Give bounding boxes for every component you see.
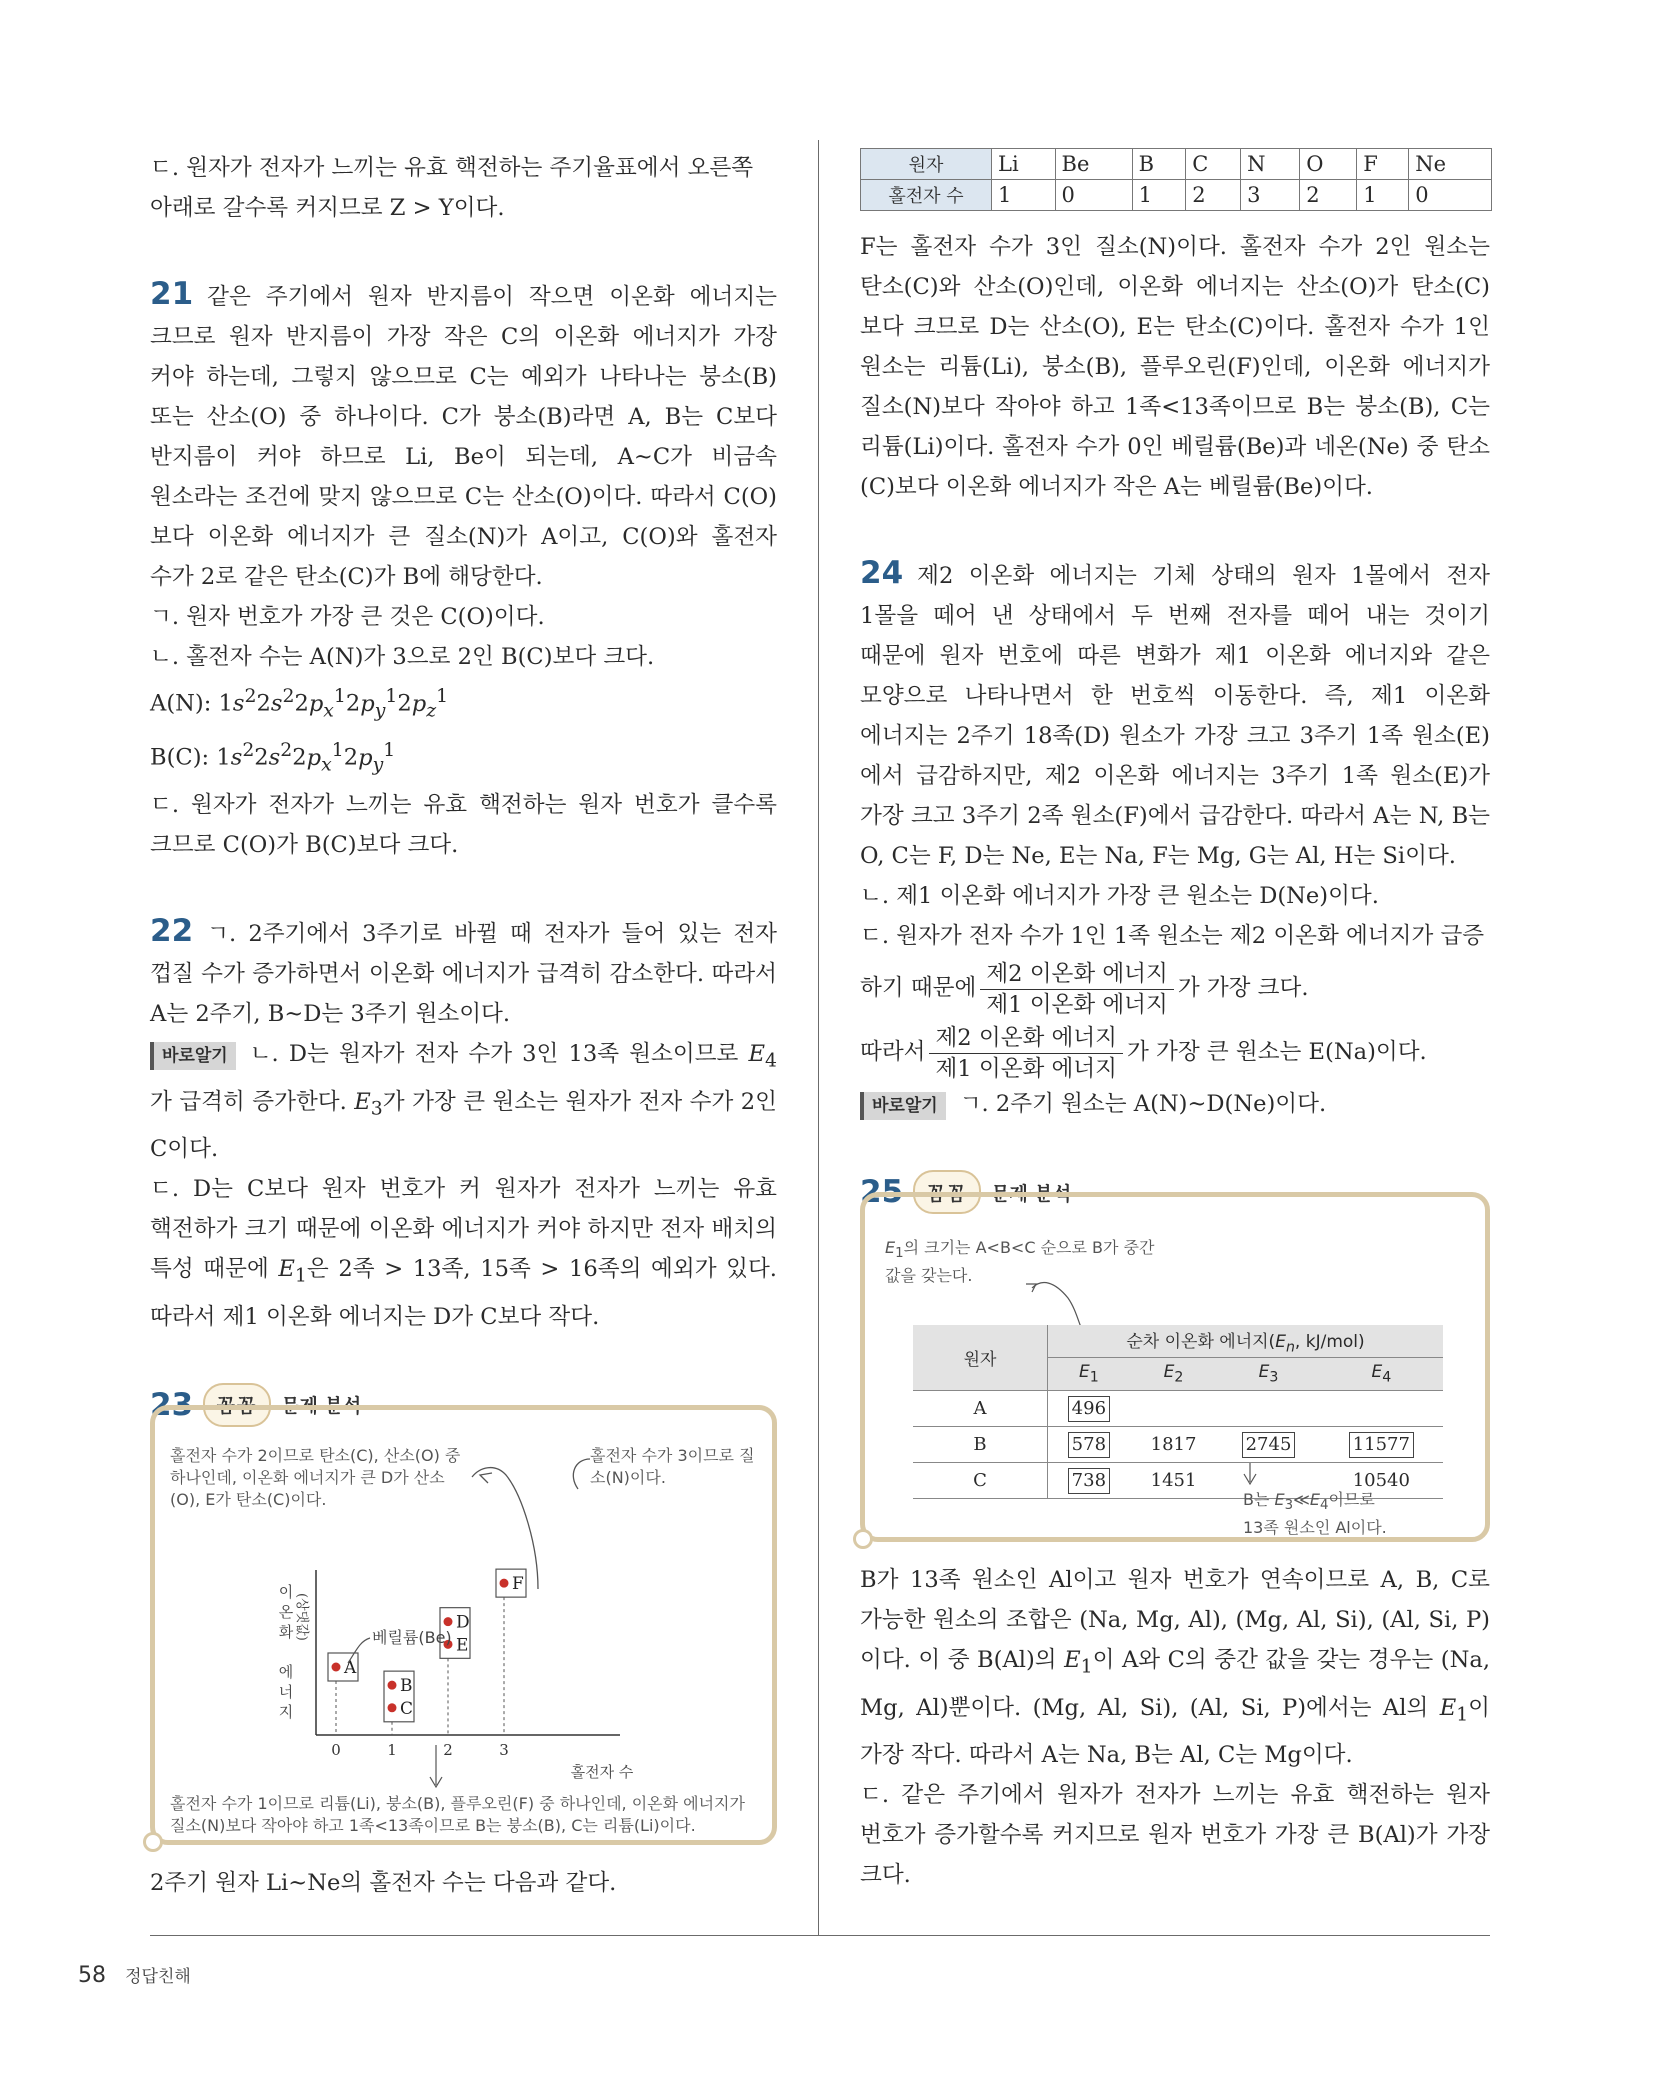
table-cell-atom: B: [1132, 149, 1186, 180]
column-divider: [818, 140, 819, 1935]
note-top: $E_1$의 크기는 A<B<C 순으로 B가 중간 값을 갖는다.: [885, 1238, 1155, 1286]
point-label: F: [512, 1573, 524, 1594]
x-axis-label: 홀전자 수: [570, 1762, 634, 1781]
barosalgi-tag: 바로알기: [860, 1092, 946, 1120]
col-e3: $E_3$: [1217, 1358, 1319, 1391]
note-bottom: B는 $E_3≪E_4$이므로 13족 원소인 Al이다.: [1243, 1490, 1387, 1538]
energy-cell: 11577: [1320, 1427, 1443, 1463]
table-cell-atom: N: [1241, 149, 1300, 180]
ionization-energy-table: [913, 1325, 1443, 1499]
table-cell-count: 0: [1409, 180, 1492, 211]
data-point-C: [388, 1703, 397, 1712]
electron-config-b: B(C): $1s^22s^22p_x^12p_y^1$: [150, 740, 396, 776]
row-atom: A: [913, 1391, 1048, 1427]
y-label-char: 온: [278, 1602, 294, 1621]
energy-cell: 1451: [1130, 1463, 1218, 1499]
intro-line-2: 아래로 갈수록 커지므로 Z > Y이다.: [150, 195, 505, 221]
left-column: [150, 148, 777, 1903]
table-row: [913, 1391, 1443, 1427]
answer-25-line-2: ㄷ. 같은 주기에서 원자가 전자가 느끼는 유효 핵전하는 원자 번호가 증가할수록 커지므로 원자 번호가 가장 큰 B(Al)가 가장 크다.: [860, 1782, 1490, 1889]
energy-cell: [1130, 1391, 1218, 1427]
table-header-title: 순차 이온화 에너지($E_n$, kJ/mol): [1048, 1325, 1444, 1358]
note-top-right: 홀전자 수가 3이므로 질소(N)이다.: [590, 1445, 755, 1487]
table-cell-count: 1: [1132, 180, 1186, 211]
fraction: $\frac{\text{제2 이온화 에너지}}{\text{제1 이온화 에너지}}$: [980, 959, 1174, 1020]
energy-cell: [1320, 1391, 1443, 1427]
table-cell-atom: F: [1357, 149, 1409, 180]
table-cell-count: 1: [992, 180, 1056, 211]
answer-21-text: 같은 주기에서 원자 반지름이 작으면 이온화 에너지는 크므로 원자 반지름이 가장 작은 C의 이온화 에너지가 가장 커야 하는데, 그렇지 않으므로 C는 예외가 나타나는 붕소(B) 또는 산소(O) 중 하나이다. C가 붕소(B)라면 A, B는 C보다 반지름이 커야 하므로 Li, Be이 되는데, A~C가 비금속 원소라는 조건에 맞지 않으므로 C는 산소(O)이다. 따라서 C(O)보다 이온화 에너지가 큰 질소(N)가 A이고, C(O)와 홀전자 수가 2로 같은 탄소(C)가 B에 해당한다.: [150, 284, 777, 590]
point-label: B: [400, 1675, 413, 1696]
data-point-D: [444, 1617, 453, 1626]
data-point-B: [388, 1680, 397, 1689]
energy-cell: 2745: [1217, 1427, 1319, 1463]
x-tick-label: 1: [387, 1740, 397, 1759]
x-tick-label: 3: [499, 1740, 509, 1759]
barosalgi-tag: 바로알기: [150, 1042, 236, 1070]
x-tick-label: 0: [331, 1740, 341, 1759]
unpaired-electron-table: [860, 148, 1492, 211]
note-bottom: 홀전자 수가 1이므로 리튬(Li), 붕소(B), 플루오린(F) 중 하나인데, 이온화 에너지가 질소(N)보다 작아야 하고 1족<13족이므로 B는 붕소(B), C는 리튬(Li)이다.: [170, 1793, 745, 1835]
energy-cell: 1817: [1130, 1427, 1218, 1463]
fraction: $\frac{\text{제2 이온화 에너지}}{\text{제1 이온화 에너지}}$: [929, 1023, 1123, 1084]
table-cell-count: 3: [1241, 180, 1300, 211]
answer-21-line-a: ㄱ. 원자 번호가 가장 큰 것은 C(O)이다.: [150, 604, 545, 630]
energy-cell: 578: [1048, 1427, 1130, 1463]
analysis-box-23: [150, 1405, 777, 1845]
kkomkkom-badge: 꼼꼼: [203, 1383, 271, 1427]
energy-cell: 738: [1048, 1463, 1130, 1499]
ionization-scatter-chart: [150, 1405, 775, 1835]
answer-24-line-2: ㄴ. 제1 이온화 에너지가 가장 큰 원소는 D(Ne)이다.: [860, 883, 1379, 909]
col-e4: $E_4$: [1320, 1358, 1443, 1391]
answer-22: 22 ㄱ. 2주기에서 3주기로 바뀔 때 전자가 들어 있는 전자 껍질 수가 증가하면서 이온화 에너지가 급격히 감소한다. 따라서 A는 2주기, B~D는 3주기 원소이다. 바로알기 ㄴ. D는 원자가 전자 수가 3인 13족 원소이므로 $E_4$ 가 급격히 증가한다. $E_3$가 가장 큰 원소는 원자가 전자 수가 2인 C이다. ㄷ. D는 C보다 원자 번호가 커 원자가 전자가 느끼는 유효 핵전하가 크기 때문에 이온화 에너지가 커야 하지만 전자 배치의 특성 때문에 $E_1$은 2족 > 13족, 15족 > 16족의 예외가 있다. 따라서 제1 이온화 에너지는 D가 C보다 작다.: [150, 913, 777, 1330]
table-cell-atom: Be: [1055, 149, 1132, 180]
question-number-22: 22: [150, 913, 194, 950]
point-label: A: [344, 1657, 357, 1678]
row-atom: B: [913, 1427, 1048, 1463]
arrowhead-left: [480, 1473, 492, 1483]
analysis-title: 문제 분석: [281, 1395, 362, 1418]
answer-21: [150, 274, 777, 865]
y-label-char: 에: [278, 1662, 294, 1681]
right-column: 원자 Li Be B C N O F Ne 홀전자 수 1 0 1 2 3 2 1 0 F는 홀전자 수가 3인 질소(N)이다. 홀전자 수가 2인 원소는 탄소(C)와 산소(O)인데, 이온화 에너지는 산소(O)가 탄소(C)보다 크므로 D는 산소(O), E는 탄소(C)이다. 홀전자 수가 1인 원소는 리튬(Li), 붕소(B), 플루오린(F)인데, 이온화 에너지가 질소(N)보다 작아야 하고 1족<13족이므로 B는 붕소(B), C는 리튬(Li)이다. 홀전자 수가 0인 베릴륨(Be)과 네온(Ne) 중 탄소(C)보다 이온화 에너지가 작은 A는 베릴륨(Be)이다. 24 제2 이온화 에너지는 기체 상태의 원자 1몰에서 전자 1몰을 떼어 낸 상태에서 두 번째 전자를 떼어 내는 것이기 때문에 원자 번호에 따른 변화가 제1 이온화 에너지와 같은 모양으로 나타나면서 한 번호씩 이동한다. 즉, 제1 이온화 에너지는 2주기 18족(D) 원소가 가장 크고 3주기 1족 원소(E)에서 급감하지만, 제2 이온화 에너지는 3주기 1족 원소(E)가 가장 크고 3주기 2족 원소(F)에서 급감한다. 따라서 A는 N, B는 O, C는 F, D는 Ne, E는 Na, F는 Mg, G는 Al, H는 Si이다. ㄴ. 제1 이온화 에너지가 가장 큰 원소는 D(Ne)이다. ㄷ. 원자가 전자 수가 1인 1족 원소는 제2 이온화 에너지가 급증 하기 때문에 $\frac{\text{제2 이온화 에너지}}{\text{제1 이온화 에너지}}$ 가 가장 크다. 따라서 $\frac{\text{제2 이온화 에너지}}{\text{제1 이온화 에너지}}$ 가 가장 큰 원소는 E(Na)이다. 바로알기 ㄱ. 2주기 원소는 A(N)~D(Ne)이다. 25 꼼꼼 문제 분석 $E_1$의 크기는 A<B<C 순으로 B가 중간 값을 갖는다. 원자 순차 이온화 에너지($E_n$, kJ/mol) $E_1$ $E_2$ $E_3$ $E_4$ A 496 B 578 1817 2745 11577 C 738 1451 10540 B는 $E_3≪E_4$이므로 13족 원소인 Al이다. B가 13족 원소인 Al이고 원자 번호가 연속이므로 A, B, C로 가능한 원소의 조합은 (Na, Mg, Al), (Mg, Al, Si), (Al, Si, P)이다. 이 중 B(Al)의 $E_1$이 A와 C의 중간 값을 갖는 경우는 (Na, Mg, Al)뿐이다. (Mg, Al, Si), (Al, Si, P)에서는 Al의 $E_1$이 가장 작다. 따라서 A는 Na, B는 Al, C는 Mg이다. ㄷ. 같은 주기에서 원자가 전자가 느끼는 유효 핵전하는 원자 번호가 증가할수록 커지므로 원자 번호가 가장 큰 B(Al)가 가장 크다.: [860, 148, 1490, 1895]
table-cell-count: 2: [1300, 180, 1357, 211]
table-header-atom: 원자: [913, 1325, 1048, 1391]
table-row-label: 홀전자 수: [861, 180, 992, 211]
y-axis-label: [279, 1583, 310, 1721]
question-number-21: 21: [150, 276, 194, 312]
y-label-char: 이: [278, 1582, 294, 1601]
question-number-25: 25: [860, 1174, 904, 1210]
closing-line: 2주기 원자 Li~Ne의 홀전자 수는 다음과 같다.: [150, 1869, 617, 1896]
row-atom: C: [913, 1463, 1048, 1499]
box-corner-dot: [143, 1832, 163, 1852]
point-label: C: [400, 1698, 414, 1719]
table-cell-atom: C: [1186, 149, 1241, 180]
table-cell-atom: Li: [992, 149, 1056, 180]
answer-21-line-b: ㄴ. 홀전자 수는 A(N)가 3으로 2인 B(C)보다 크다.: [150, 644, 655, 670]
energy-cell: 496: [1048, 1391, 1130, 1427]
box-corner-dot: [853, 1529, 873, 1549]
table-cell-count: 0: [1055, 180, 1132, 211]
answer-23-text: F는 홀전자 수가 3인 질소(N)이다. 홀전자 수가 2인 원소는 탄소(C)와 산소(O)인데, 이온화 에너지는 산소(O)가 탄소(C)보다 크므로 D는 산소(O), E는 탄소(C)이다. 홀전자 수가 1인 원소는 리튬(Li), 붕소(B), 플루오린(F)인데, 이온화 에너지가 질소(N)보다 작아야 하고 1족<13족이므로 B는 붕소(B), C는 리튬(Li)이다. 홀전자 수가 0인 베릴륨(Be)과 네온(Ne) 중 탄소(C)보다 이온화 에너지가 작은 A는 베릴륨(Be)이다.: [860, 234, 1490, 500]
footer-title: 정답친해: [125, 1967, 191, 1987]
point-label: E: [456, 1634, 469, 1655]
electron-config-a: A(N): $1s^22s^22p_x^12p_y^12p_z^1$: [150, 686, 449, 722]
energy-cell: [1217, 1391, 1319, 1427]
point-label: D: [456, 1612, 470, 1633]
page-number: 58: [78, 1963, 106, 1988]
page-footer: [78, 1962, 191, 1988]
answer-22-text-1: ㄱ. 2주기에서 3주기로 바뀔 때 전자가 들어 있는 전자 껍질 수가 증가하면서 이온화 에너지가 급격히 감소한다. 따라서 A는 2주기, B~D는 3주기 원소이다.: [150, 921, 777, 1028]
col-e2: $E_2$: [1130, 1358, 1218, 1391]
y-label-char: 지: [278, 1702, 294, 1721]
x-tick-label: 2: [443, 1740, 453, 1759]
answer-24: 24 제2 이온화 에너지는 기체 상태의 원자 1몰에서 전자 1몰을 떼어 낸 상태에서 두 번째 전자를 떼어 내는 것이기 때문에 원자 번호에 따른 변화가 제1 이온화 에너지와 같은 모양으로 나타나면서 한 번호씩 이동한다. 즉, 제1 이온화 에너지는 2주기 18족(D) 원소가 가장 크고 3주기 1족 원소(E)에서 급감하지만, 제2 이온화 에너지는 3주기 1족 원소(E)가 가장 크고 3주기 2족 원소(F)에서 급감한다. 따라서 A는 N, B는 O, C는 F, D는 Ne, E는 Na, F는 Mg, G는 Al, H는 Si이다. ㄴ. 제1 이온화 에너지가 가장 큰 원소는 D(Ne)이다. ㄷ. 원자가 전자 수가 1인 1족 원소는 제2 이온화 에너지가 급증 하기 때문에 $\frac{\text{제2 이온화 에너지}}{\text{제1 이온화 에너지}}$ 가 가장 크다. 따라서 $\frac{\text{제2 이온화 에너지}}{\text{제1 이온화 에너지}}$ 가 가장 큰 원소는 E(Na)이다. 바로알기 ㄱ. 2주기 원소는 A(N)~D(Ne)이다.: [860, 553, 1490, 1124]
col-e1: $E_1$: [1048, 1358, 1130, 1391]
analysis-box-25: [860, 1192, 1490, 1542]
arrow-to-f: [573, 1459, 590, 1489]
table-cell-count: 2: [1186, 180, 1241, 211]
question-number-23: 23: [150, 1386, 194, 1423]
table-cell-atom: O: [1300, 149, 1357, 180]
data-point-A: [332, 1662, 341, 1671]
table-cell-count: 1: [1357, 180, 1409, 211]
energy-cell: 10540: [1320, 1463, 1443, 1499]
intro-line-1: ㄷ. 원자가 전자가 느끼는 유효 핵전하는 주기율표에서 오른쪽: [150, 155, 754, 181]
answer-24-line-3: ㄷ. 원자가 전자 수가 1인 1족 원소는 제2 이온화 에너지가 급증: [860, 923, 1485, 949]
y-label-char: 화: [278, 1622, 294, 1641]
table-row: [913, 1427, 1443, 1463]
footer-rule: [150, 1935, 1490, 1936]
table-cell-atom: Ne: [1409, 149, 1492, 180]
question-number-24: 24: [860, 555, 904, 591]
answer-21-line-c: ㄷ. 원자가 전자가 느끼는 유효 핵전하는 원자 번호가 클수록 크므로 C(O)가 B(C)보다 크다.: [150, 792, 777, 859]
analysis-title: 문제 분석: [991, 1182, 1072, 1205]
y-label-char: 너: [278, 1682, 294, 1701]
beryllium-label: 베릴륨(Be): [372, 1627, 452, 1647]
y-label-unit: (상댓값): [294, 1592, 309, 1641]
kkomkkom-badge: 꼼꼼: [913, 1170, 981, 1214]
table-row-label: 원자: [861, 149, 992, 180]
data-point-F: [500, 1578, 509, 1587]
note-top-left: 홀전자 수가 2이므로 탄소(C), 산소(O) 중 하나인데, 이온화 에너지가 큰 D가 산소(O), E가 탄소(C)이다.: [170, 1445, 461, 1509]
